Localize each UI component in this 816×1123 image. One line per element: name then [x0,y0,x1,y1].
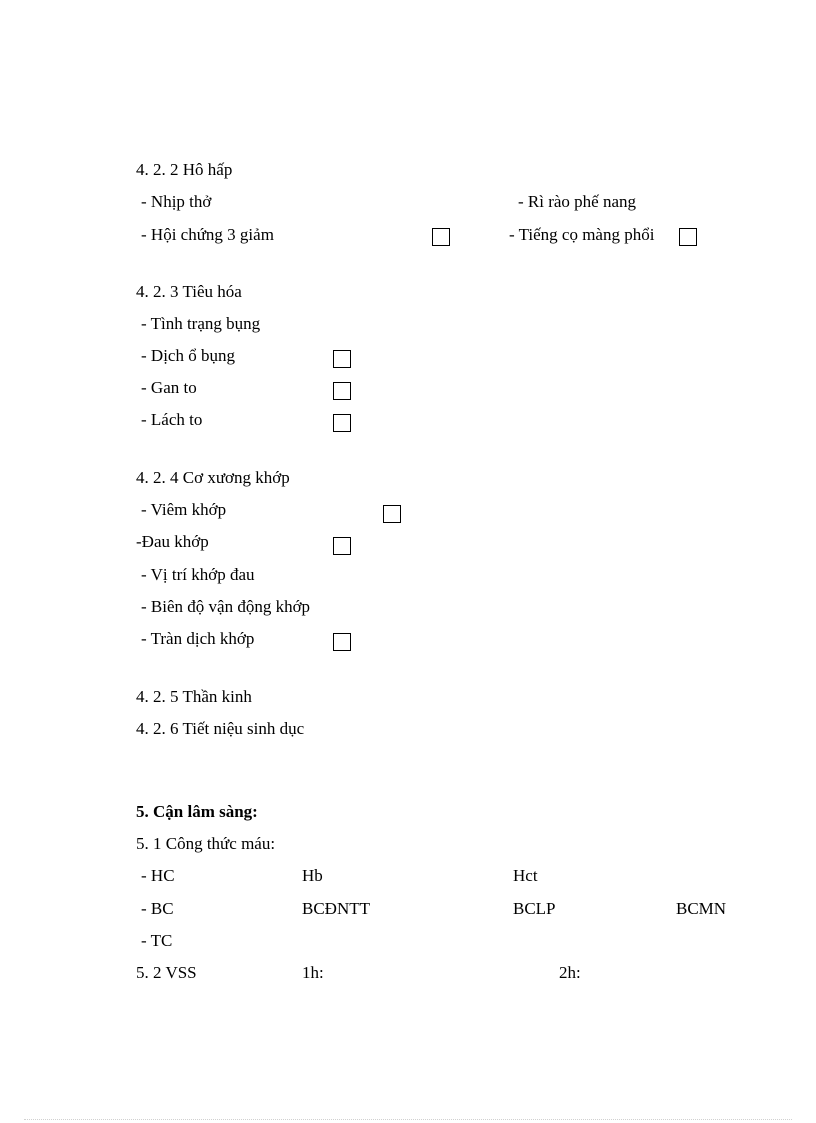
label-joint-effusion: - Tràn dịch khớp [141,629,255,648]
checkbox-hepatomegaly[interactable] [333,382,351,400]
section-heading-urogenital: 4. 2. 6 Tiết niệu sinh dục [136,719,305,738]
label-platelets: - TC [141,931,173,950]
label-ascites: - Dịch ổ bụng [141,346,235,365]
label-three-decrease-syndrome: - Hội chứng 3 giảm [141,225,274,244]
label-painful-joint-location: - Vị trí khớp đau [141,565,255,584]
checkbox-ascites[interactable] [333,350,351,368]
label-rbc: - HC [141,866,175,885]
label-esr: 5. 2 VSS [136,963,197,982]
label-monocytes: BCMN [676,899,727,918]
label-arthritis: - Viêm khớp [141,500,227,519]
section-heading-respiratory: 4. 2. 2 Hô hấp [136,160,233,179]
label-pleural-friction-rub: - Tiếng cọ màng phổi [509,225,655,244]
page-bottom-divider [24,1119,792,1120]
checkbox-pleural-friction-rub[interactable] [679,228,697,246]
label-esr-2h: 2h: [559,963,581,982]
label-alveolar-murmur: - Rì rào phế nang [518,192,637,211]
section-heading-digestive: 4. 2. 3 Tiêu hóa [136,282,242,301]
label-hepatomegaly: - Gan to [141,378,197,397]
label-esr-1h: 1h: [302,963,324,982]
label-neutrophils: BCĐNTT [302,899,370,918]
label-lymphocytes: BCLP [513,899,556,918]
section-heading-musculoskeletal: 4. 2. 4 Cơ xương khớp [136,468,290,487]
section-heading-paraclinical: 5. Cận lâm sàng: [136,802,258,821]
label-hemoglobin: Hb [302,866,323,885]
label-wbc: - BC [141,899,174,918]
label-joint-range-of-motion: - Biên độ vận động khớp [141,597,311,616]
checkbox-joint-pain[interactable] [333,537,351,555]
label-hematocrit: Hct [513,866,538,885]
label-splenomegaly: - Lách to [141,410,203,429]
checkbox-joint-effusion[interactable] [333,633,351,651]
label-respiratory-rate: - Nhịp thở [141,192,212,211]
section-heading-blood-count: 5. 1 Công thức máu: [136,834,276,853]
checkbox-splenomegaly[interactable] [333,414,351,432]
checkbox-three-decrease-syndrome[interactable] [432,228,450,246]
checkbox-arthritis[interactable] [383,505,401,523]
section-heading-neurology: 4. 2. 5 Thần kinh [136,687,252,706]
label-abdomen-status: - Tình trạng bụng [141,314,261,333]
label-joint-pain: -Đau khớp [136,532,209,551]
